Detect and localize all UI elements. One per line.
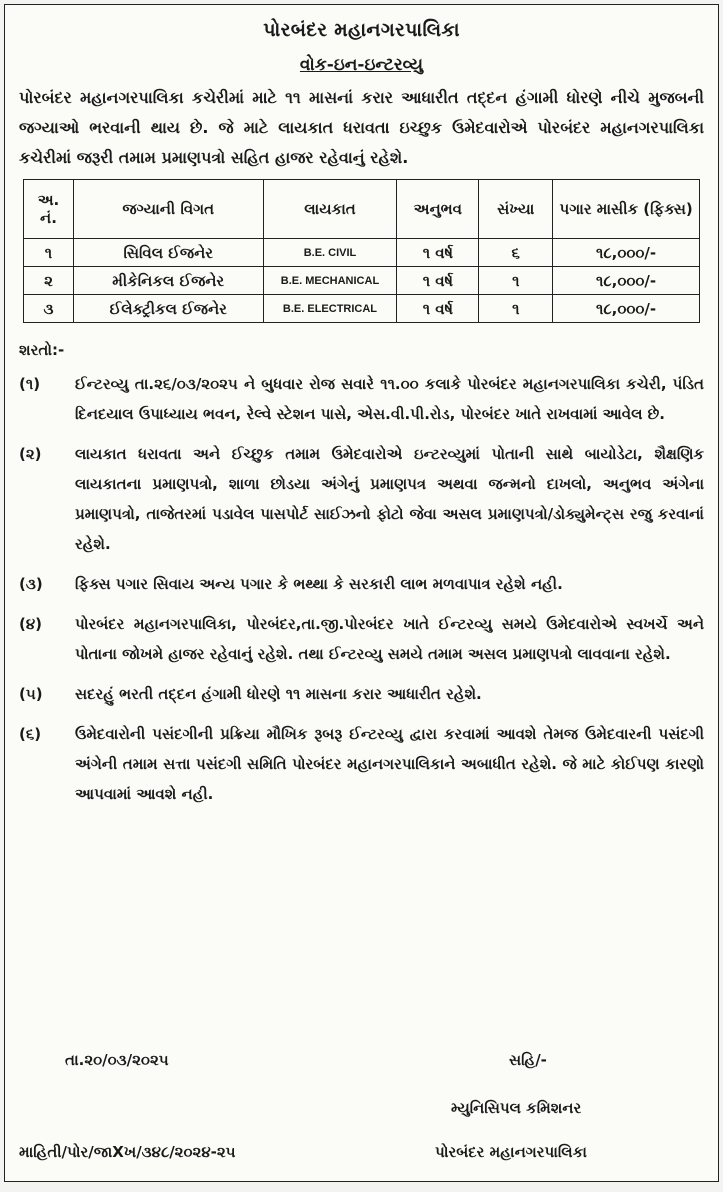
table-header-row [24, 180, 700, 239]
cell-post: ઈલેક્ટ્રીકલ ઈજનેર [73, 295, 263, 323]
cell-qualification: B.E. ELECTRICAL [263, 295, 397, 323]
header-sr: અ. નં. [24, 180, 74, 239]
cell-qualification: B.E. CIVIL [263, 239, 397, 267]
condition-item [19, 569, 704, 599]
condition-text: પોરબંદર મહાનગરપાલિકા, પોરબંદર,તા.જી.પોરબંદર ખાતે ઈન્ટરવ્યુ સમયે ઉમેદવારોએ સ્વખર્ચે અને પોતાના જોખમે હાજર રહેવાનું રહેશે. તથા ઈન્ટરવ્યુ સમયે તમામ અસલ પ્રમાણપત્રો લાવવાના રહેશે. [75, 615, 704, 663]
header-post: જગ્યાની વિગત [73, 180, 263, 239]
condition-text: ફિક્સ પગાર સિવાય અન્ય પગાર કે ભથ્થા કે સરકારી લાભ મળવાપાત્ર રહેશે નહી. [75, 575, 563, 593]
cell-salary: ૧૮,૦૦૦/- [553, 267, 700, 295]
cell-count: ૧ [479, 295, 553, 323]
condition-text: ઉમેદવારોની પસંદગીની પ્રક્રિયા મૌખિક રૂબરૂ ઈન્ટરવ્યુ દ્વારા કરવામાં આવશે તેમજ ઉમેદવારની પસંદગી અંગેની તમામ સત્તા પસંદગી સમિતિ પોરબંદર મહાનગરપાલિકાને અબાધીત રહેશે. જે માટે કોઈપણ કારણો આપવામાં આવશે નહી. [75, 725, 704, 803]
condition-number: (૪) [19, 615, 43, 633]
cell-post: સિવિલ ઈજનેર [73, 239, 263, 267]
condition-item [19, 679, 704, 709]
conditions-title: શરતો:- [19, 341, 65, 359]
cell-experience: ૧ વર્ષ [397, 239, 479, 267]
org-title: પોરબંદર મહાનગરપાલિકા [263, 19, 460, 41]
condition-number: (૫) [19, 685, 43, 703]
vacancy-table [23, 179, 700, 323]
intro-paragraph: પોરબંદર મહાનગરપાલિકા કચેરીમાં માટે ૧૧ માસનાં કરાર આધારીત તદ્દન હંગામી ધોરણે નીચે મુજબની જગ્યાઓ ભરવાની થાય છે. જે માટે લાયકાત ધરાવતા ઇચ્છુક ઉમેદવારોએ પોરબંદર મહાનગરપાલિકા કચેરીમાં જરૂરી તમામ પ્રમાણપત્રો સહિત હાજર રહેવાનું રહેશે. [19, 88, 704, 167]
cell-salary: ૧૮,૦૦૦/- [553, 239, 700, 267]
cell-sr: ૩ [24, 295, 74, 323]
condition-number: (૨) [19, 445, 42, 463]
table-row [24, 239, 700, 267]
cell-qualification: B.E. MECHANICAL [263, 267, 397, 295]
condition-number: (૧) [19, 375, 41, 393]
cell-experience: ૧ વર્ષ [397, 295, 479, 323]
notice-date: તા.૨૦/૦૩/૨૦૨૫ [65, 1051, 169, 1069]
condition-item [19, 439, 704, 559]
reference-number: માહિતી/પોર/જાXખ/૩૪૮/૨૦૨૪-૨૫ [19, 1143, 236, 1161]
condition-number: (૬) [19, 725, 42, 743]
notice-subtitle: વોક-ઇન-ઇન્ટરવ્યુ [299, 55, 424, 75]
cell-count: ૧ [479, 267, 553, 295]
cell-count: ૬ [479, 239, 553, 267]
notice-footer [5, 1021, 718, 1181]
table-row [24, 295, 700, 323]
signatory-designation: મ્યુનિસિપલ કમિશનર [451, 1099, 582, 1117]
condition-item [19, 719, 704, 809]
cell-post: મીકેનિકલ ઈજનેર [73, 267, 263, 295]
cell-sr: ૨ [24, 267, 74, 295]
signature-mark: સહિ/- [509, 1051, 547, 1069]
table-row [24, 267, 700, 295]
condition-item [19, 369, 704, 429]
condition-text: લાયકાત ધરાવતા અને ઈચ્છુક તમામ ઉમેદવારોએ ઇન્ટરવ્યુમાં પોતાની સાથે બાયોડેટા, શૈક્ષણિક લાયકાતના પ્રમાણપત્રો, શાળા છોડયા અંગેનું પ્રમાણપત્ર અથવા જન્મનો દાખલો, અનુભવ અંગેના પ્રમાણપત્રો, તાજેતરમાં પડાવેલ પાસપોર્ટ સાઈઝનો ફોટો જેવા અસલ પ્રમાણપત્રો/ડોક્યુમેન્ટ્સ રજુ કરવાનાં રહેશે. [75, 445, 704, 553]
cell-experience: ૧ વર્ષ [397, 267, 479, 295]
header-count: સંખ્યા [479, 180, 553, 239]
signatory-organization: પોરબંદર મહાનગરપાલિકા [435, 1143, 587, 1161]
header-qualification: લાયકાત [263, 180, 397, 239]
cell-sr: ૧ [24, 239, 74, 267]
cell-salary: ૧૮,૦૦૦/- [553, 295, 700, 323]
condition-item [19, 609, 704, 669]
header-salary: પગાર માસીક (ફિક્સ) [553, 180, 700, 239]
condition-text: ઈન્ટરવ્યુ તા.૨૬/૦૩/૨૦૨૫ ને બુધવાર રોજ સવારે ૧૧.૦૦ કલાકે પોરબંદર મહાનગરપાલિકા કચેરી, પંડિત દિનદયાલ ઉપાધ્યાય ભવન, રેલ્વે સ્ટેશન પાસે, એસ.વી.પી.રોડ, પોરબંદર ખાતે રાખવામાં આવેલ છે. [75, 375, 704, 423]
condition-text: સદરહું ભરતી તદ્દન હંગામી ધોરણે ૧૧ માસના કરાર આધારીત રહેશે. [75, 685, 482, 703]
header-experience: અનુભવ [397, 180, 479, 239]
notice-page [4, 4, 719, 1182]
condition-number: (૩) [19, 575, 43, 593]
